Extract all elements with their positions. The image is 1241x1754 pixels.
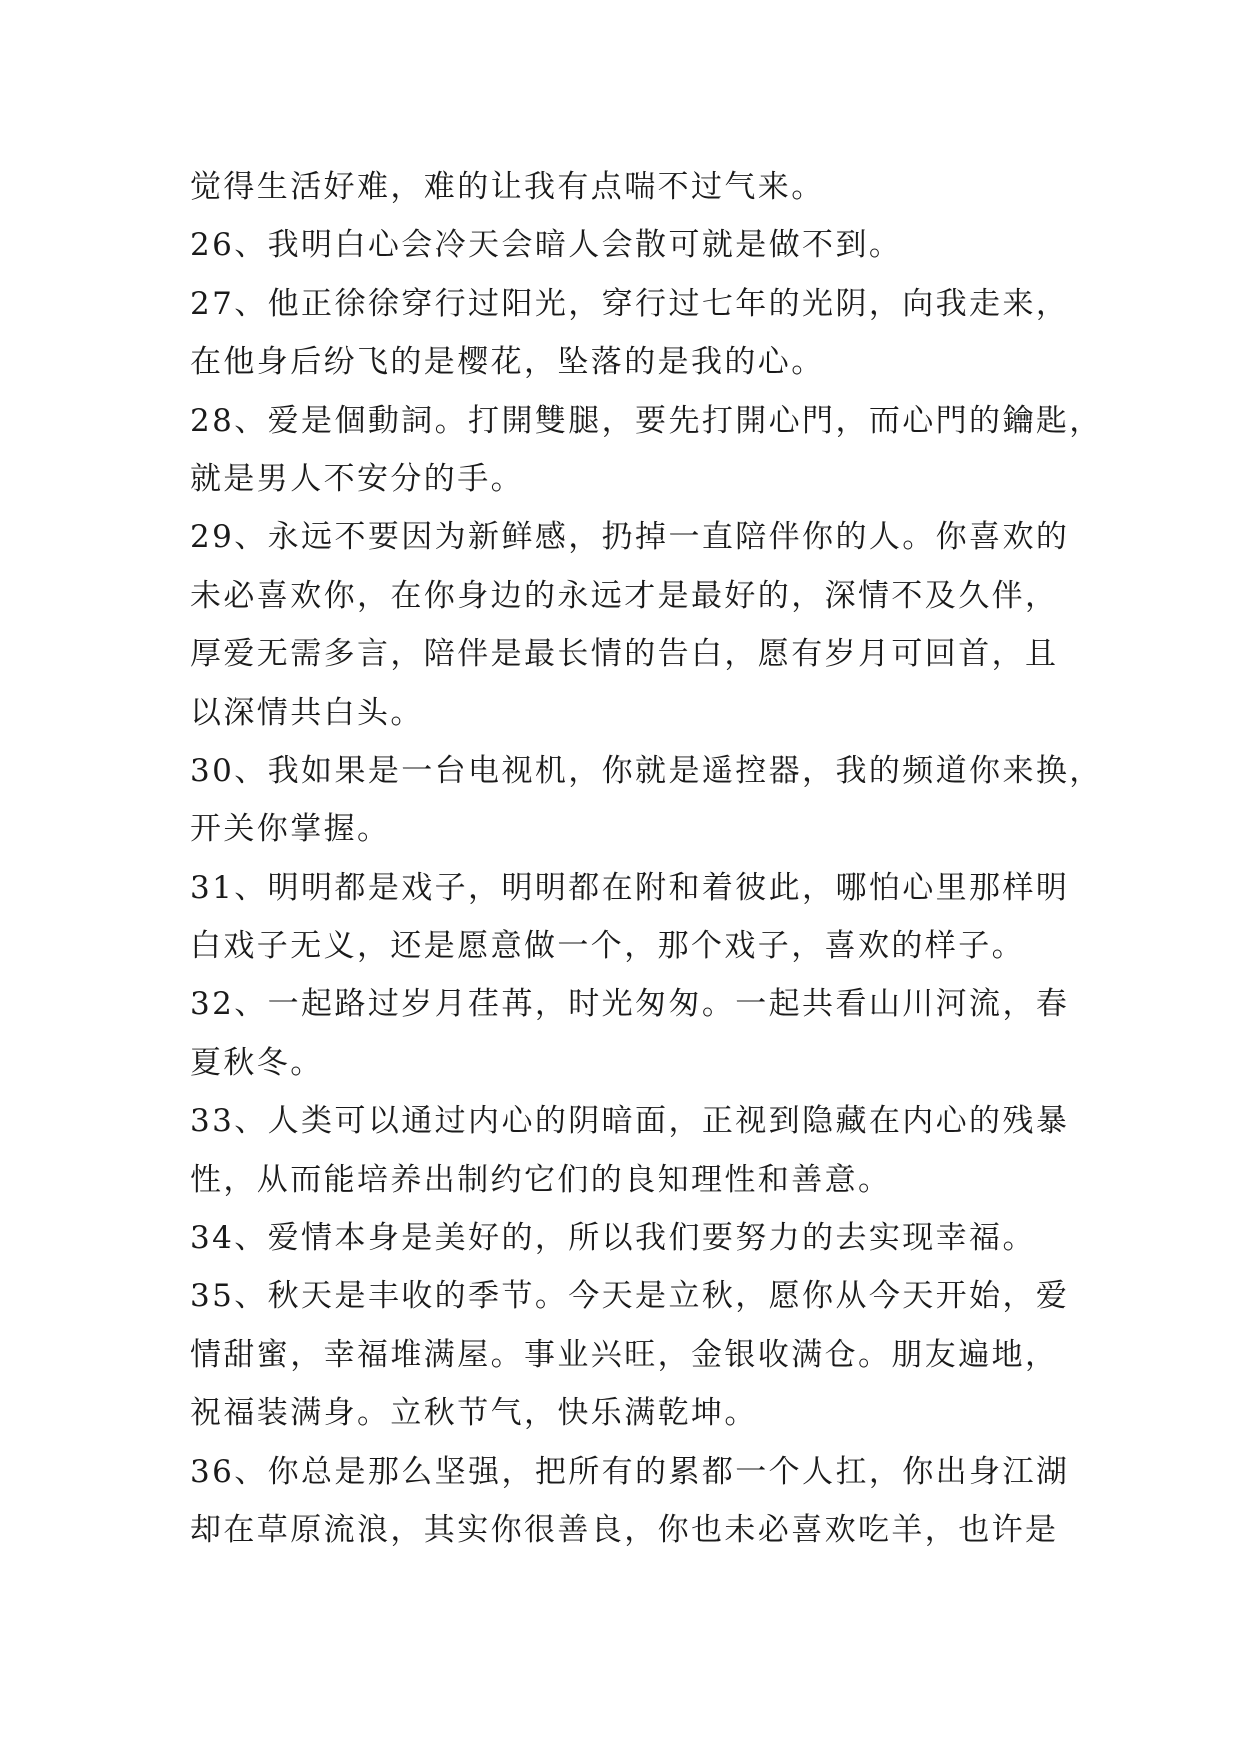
text-line: 30、我如果是一台电视机，你就是遥控器，我的频道你来换， [190,752,1103,789]
text-line: 32、一起路过岁月荏苒，时光匆匆。一起共看山川河流，春 [190,986,1070,1023]
text-line: 35、秋天是丰收的季节。今天是立秋，愿你从今天开始，爱 [190,1278,1070,1315]
text-line: 27、他正徐徐穿行过阳光，穿行过七年的光阴，向我走来， [190,285,1070,322]
text-line: 性，从而能培养出制约它们的良知理性和善意。 [190,1161,892,1198]
text-line: 觉得生活好难，难的让我有点喘不过气来。 [190,169,825,205]
text-line: 情甜蜜，幸福堆满屋。事业兴旺，金银收满仓。朋友遍地， [190,1336,1059,1373]
text-line: 31、明明都是戏子，明明都在附和着彼此，哪怕心里那样明 [190,869,1070,906]
text-line: 白戏子无义，还是愿意做一个，那个戏子，喜欢的样子。 [190,928,1025,965]
text-line: 夏秋冬。 [190,1044,324,1081]
text-line: 未必喜欢你，在你身边的永远才是最好的，深情不及久伴， [190,577,1059,614]
text-line: 却在草原流浪，其实你很善良，你也未必喜欢吃羊，也许是 [190,1511,1059,1548]
document-body [190,158,1103,1559]
text-line: 祝福装满身。立秋节气，快乐满乾坤。 [190,1395,758,1432]
text-line: 开关你掌握。 [190,811,391,848]
text-line: 就是男人不安分的手。 [190,460,524,497]
text-line: 以深情共白头。 [190,694,424,731]
text-line: 28、爱是個動詞。打開雙腿，要先打開心門，而心門的鑰匙， [190,402,1103,439]
text-line: 29、永远不要因为新鲜感，扔掉一直陪伴你的人。你喜欢的 [190,519,1070,556]
text-line: 34、爱情本身是美好的，所以我们要努力的去实现幸福。 [190,1220,1036,1257]
text-line: 33、人类可以通过内心的阴暗面，正视到隐藏在内心的残暴 [190,1103,1070,1140]
text-line: 26、我明白心会冷天会暗人会散可就是做不到。 [190,227,903,264]
text-line: 在他身后纷飞的是樱花，坠落的是我的心。 [190,344,825,381]
text-line: 厚爱无需多言，陪伴是最长情的告白，愿有岁月可回首，且 [190,636,1059,673]
text-line: 36、你总是那么坚强，把所有的累都一个人扛，你出身江湖 [190,1453,1070,1490]
